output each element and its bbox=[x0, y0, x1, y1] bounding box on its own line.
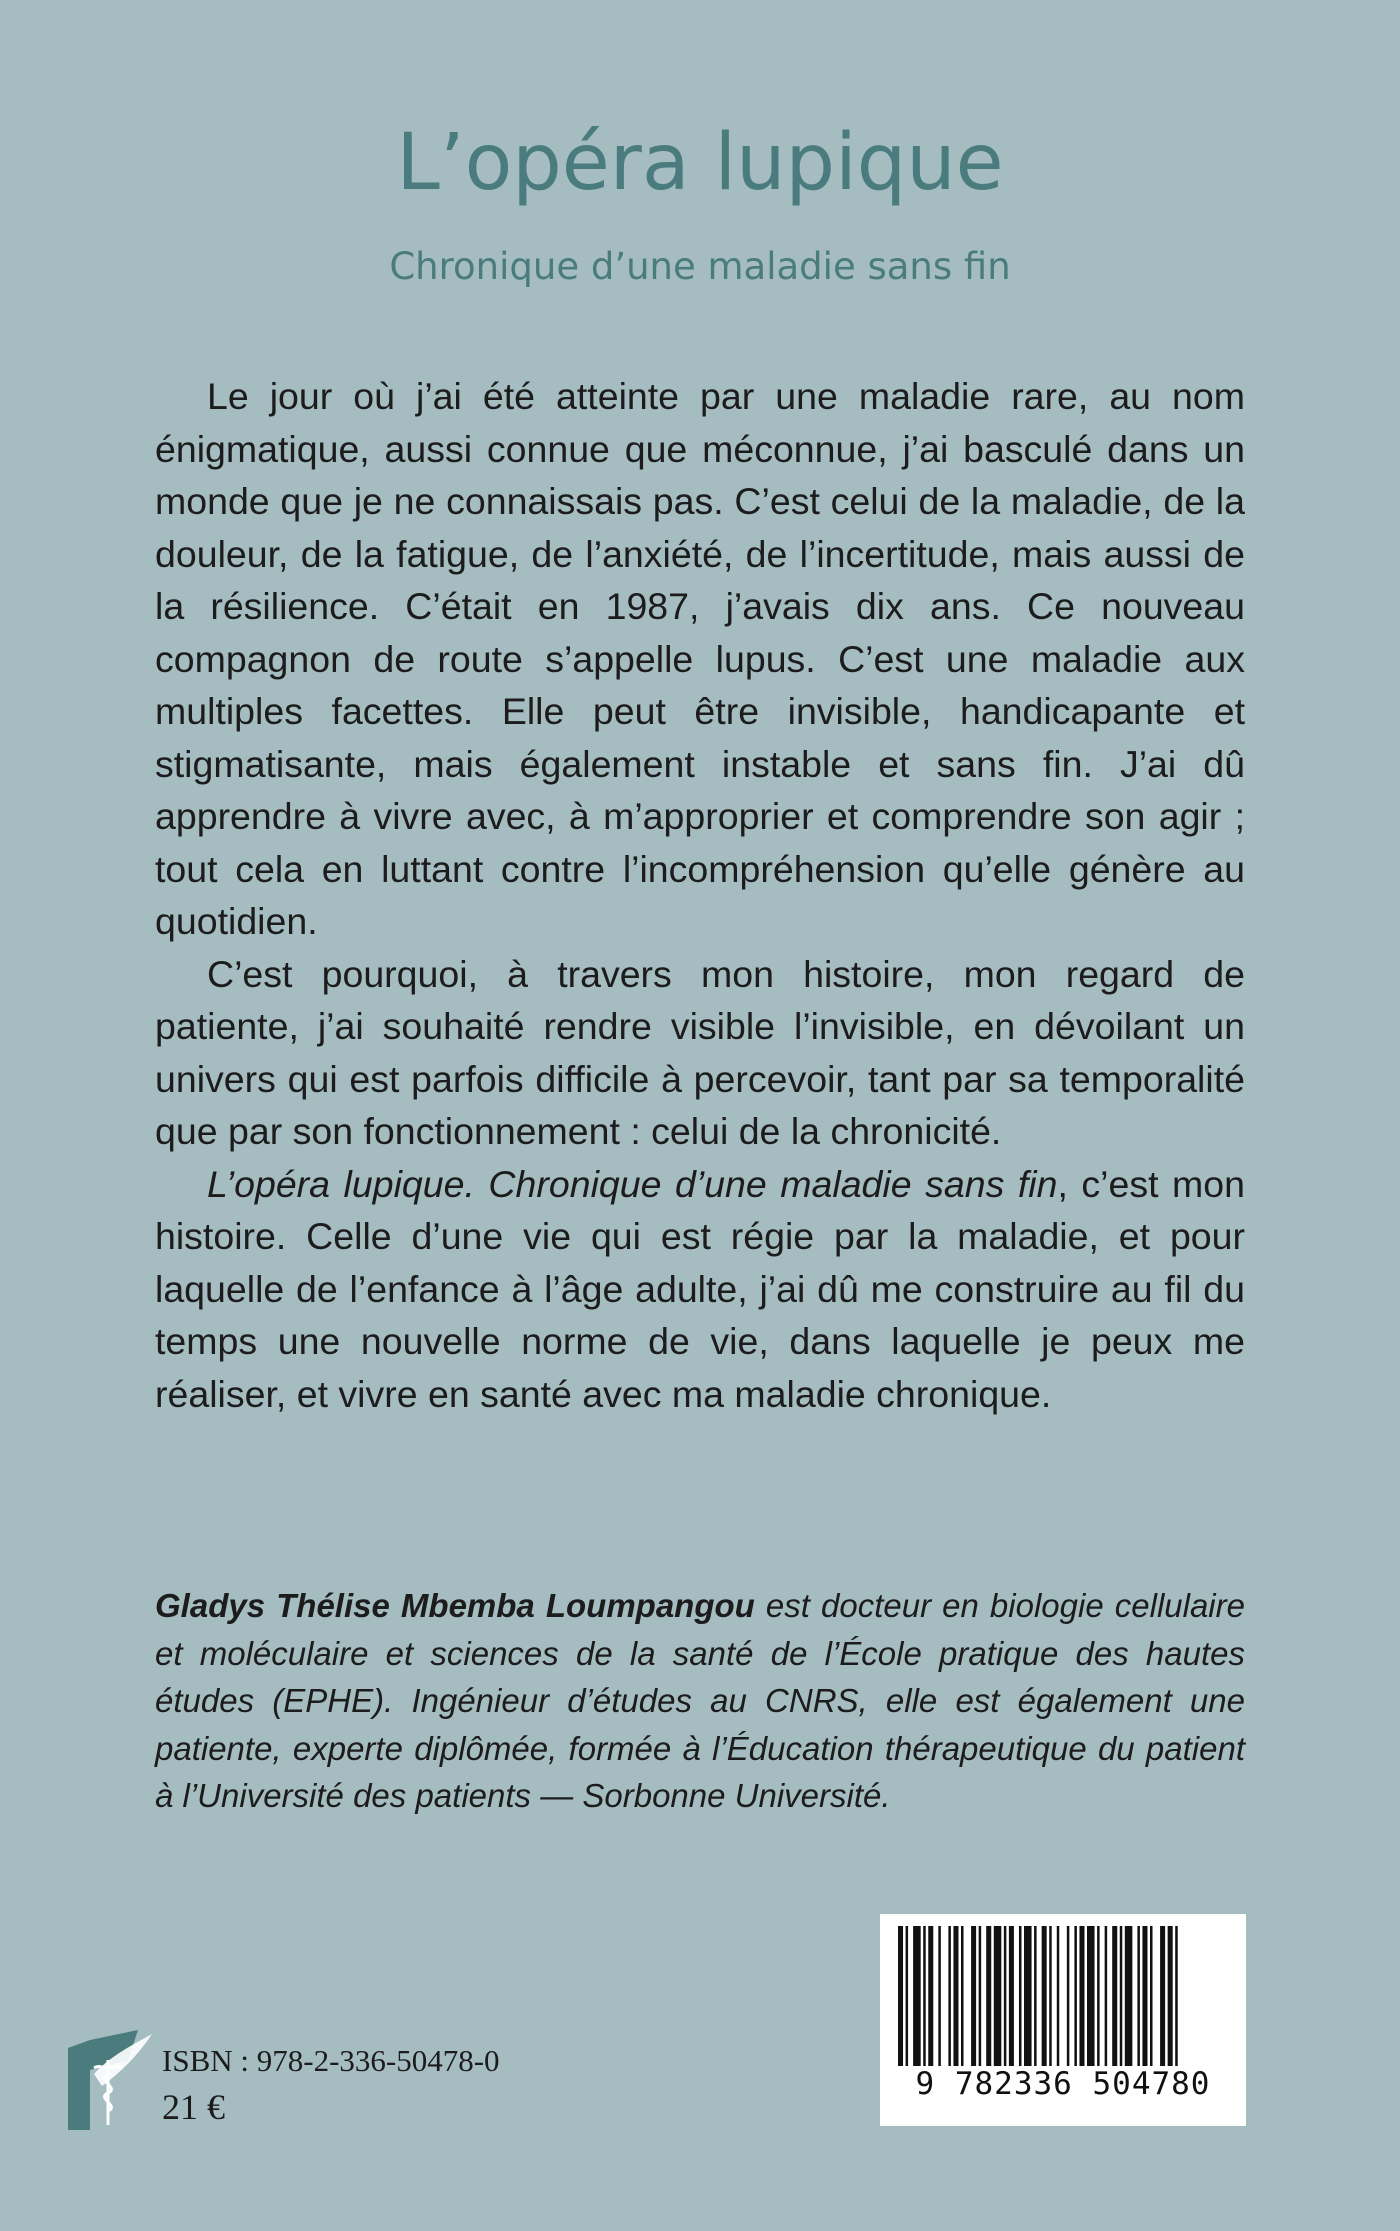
barcode-bar bbox=[1067, 1926, 1070, 2074]
barcode-bar bbox=[1019, 1926, 1022, 2074]
blurb bbox=[155, 370, 1245, 1420]
barcode-bar bbox=[1175, 1926, 1178, 2074]
barcode-bar bbox=[913, 1926, 921, 2074]
author-bio-text: est docteur en biologie cellulaire et moléculaire et sciences de la santé de l’École pratique des hautes études (EPHE). Ingénieur d’études au CNRS, elle est également une patiente, experte diplômée, formée à l’Éducation thérapeutique du patient à l’Université des patients — Sorbonne Université. bbox=[155, 1587, 1245, 1814]
barcode-bar bbox=[979, 1926, 982, 2074]
book-title: L’opéra lupique bbox=[396, 118, 1004, 208]
barcode-bar bbox=[948, 1926, 951, 2074]
author-name: Gladys Thélise Mbemba Loumpangou bbox=[155, 1587, 755, 1624]
barcode-bar bbox=[1087, 1926, 1095, 2074]
barcode-bar bbox=[1049, 1926, 1052, 2074]
barcode-bar bbox=[1160, 1926, 1165, 2074]
barcode-bar bbox=[1042, 1926, 1047, 2074]
barcode-bar bbox=[1057, 1926, 1060, 2074]
barcode-bar bbox=[928, 1926, 933, 2074]
blurb-book-reference: L’opéra lupique. Chronique d’une maladie sans fin bbox=[207, 1162, 1058, 1205]
blurb-paragraph-3-text: , c’est mon histoire. Celle d’une vie qui est régie par la maladie, et pour laquelle de l’enfance à l’âge adulte, j’ai dû me construire au fil du temps une nouvelle norme de vie, dans laquelle je peux me réaliser, et vivre en santé avec ma maladie chronique. bbox=[155, 1162, 1245, 1415]
barcode-bar bbox=[898, 1926, 903, 2074]
barcode-bar bbox=[1137, 1926, 1140, 2074]
barcode-bar bbox=[1074, 1926, 1077, 2074]
barcode-bar bbox=[906, 1926, 909, 2074]
barcode-bar bbox=[1009, 1926, 1014, 2074]
isbn: ISBN : 978-2-336-50478-0 bbox=[162, 2043, 500, 2078]
barcode-bar bbox=[1024, 1926, 1032, 2074]
barcode-bar bbox=[971, 1926, 976, 2074]
barcode-bar bbox=[1004, 1926, 1007, 2074]
barcode-bars bbox=[892, 1926, 1234, 2074]
barcode-bar bbox=[1168, 1926, 1173, 2074]
book-subtitle: Chronique d’une maladie sans fin bbox=[389, 245, 1011, 288]
blurb-paragraph-1: Le jour où j’ai été atteinte par une maladie rare, au nom énigmatique, aussi connue que méconnue, j’ai basculé dans un monde que je ne connaissais pas. C’est celui de la maladie, de la douleur, de la fatigue, de l’anxiété, de l’incertitude, mais aussi de la résilience. C’était en 1987, j’avais dix ans. Ce nouveau compagnon de route s’appelle lupus. C’est une maladie aux multiples facettes. Elle peut être invisible, handicapante et stigmatisante, mais également instable et sans fin. J’ai dû apprendre à vivre avec, à m’approprier et comprendre son agir ; tout cela en luttant contre l’incompréhension qu’elle génère au quotidien. bbox=[155, 375, 1245, 942]
barcode-bar bbox=[1125, 1926, 1133, 2074]
price: 21 € bbox=[162, 2087, 225, 2127]
author-bio bbox=[155, 1582, 1245, 1820]
barcode-bar bbox=[1112, 1926, 1117, 2074]
barcode-bar bbox=[961, 1926, 964, 2074]
publisher-logo-icon bbox=[68, 2030, 154, 2130]
barcode-bar bbox=[938, 1926, 941, 2074]
blurb-paragraph-2: C’est pourquoi, à travers mon histoire, mon regard de patiente, j’ai souhaité rendre visible l’invisible, en dévoilant un univers qui est parfois difficile à percevoir, tant par sa temporalité que par son fonctionnement : celui de la chronicité. bbox=[155, 952, 1245, 1152]
barcode-bar bbox=[1105, 1926, 1108, 2074]
barcode-bar bbox=[923, 1926, 926, 2074]
blurb-paragraph-3 bbox=[155, 1158, 1245, 1421]
barcode-bar bbox=[1150, 1926, 1153, 2074]
barcode bbox=[880, 1914, 1246, 2126]
barcode-bar bbox=[986, 1926, 991, 2074]
barcode-bar bbox=[1097, 1926, 1100, 2074]
barcode-bar bbox=[953, 1926, 958, 2074]
barcode-digits: 9 782336 504780 bbox=[892, 2066, 1234, 2102]
barcode-bar bbox=[1120, 1926, 1123, 2074]
barcode-bar bbox=[1079, 1926, 1084, 2074]
barcode-bar bbox=[1142, 1926, 1147, 2074]
barcode-bar bbox=[994, 1926, 1002, 2074]
barcode-bar bbox=[1034, 1926, 1037, 2074]
